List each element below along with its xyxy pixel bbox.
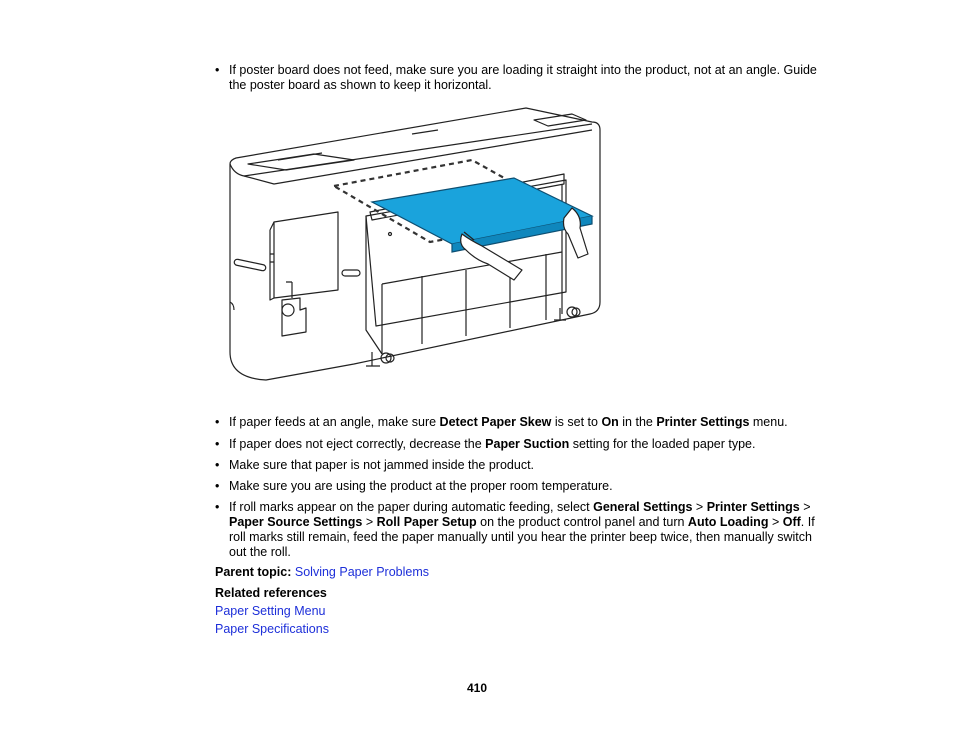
setting-name: Paper Suction xyxy=(485,437,570,451)
text-run: menu. xyxy=(749,415,788,429)
intro-bullet xyxy=(215,63,820,93)
setting-value: On xyxy=(601,415,619,429)
intro-bullet-text: If poster board does not feed, make sure you are loading it straight into the product, not at an angle. Guide the poster board as shown to keep it horizontal. xyxy=(229,63,817,92)
related-link-paper-setting-menu[interactable] xyxy=(215,604,326,619)
parent-topic xyxy=(215,565,429,580)
bullet-text: Make sure you are using the product at the proper room temperature. xyxy=(229,479,613,493)
bullet-marker: • xyxy=(215,479,220,493)
bullet-text xyxy=(229,500,820,560)
related-link[interactable]: Paper Specifications xyxy=(215,622,329,636)
menu-name: General Settings xyxy=(593,500,693,514)
page-number: 410 xyxy=(466,681,488,695)
related-link[interactable]: Paper Setting Menu xyxy=(215,604,326,618)
text-run: . If roll marks still remain, feed the paper manually until you hear the printer beep twice, then manually switch out the roll. xyxy=(229,515,815,559)
printer-loading-illustration xyxy=(226,104,606,386)
bullet-text xyxy=(229,415,820,430)
text-run: in the xyxy=(618,415,657,429)
menu-name: Printer Settings xyxy=(656,415,750,429)
menu-name: Printer Settings xyxy=(706,500,800,514)
text-run: setting for the loaded paper type. xyxy=(569,437,756,451)
bullet-marker: • xyxy=(215,63,220,77)
text-run: If paper does not eject correctly, decrease the xyxy=(229,437,486,451)
parent-topic-link[interactable]: Solving Paper Problems xyxy=(294,565,429,579)
bullet-marker: • xyxy=(215,415,220,429)
bullet-room-temperature xyxy=(215,479,820,494)
bullet-roll-marks xyxy=(215,500,820,560)
separator: > xyxy=(768,515,783,529)
bullet-paper-skew xyxy=(215,415,820,430)
separator: > xyxy=(362,515,377,529)
setting-name: Auto Loading xyxy=(687,515,769,529)
separator: > xyxy=(692,500,707,514)
text-run: is set to xyxy=(551,415,602,429)
bullet-marker: • xyxy=(215,458,220,472)
text-run: If paper feeds at an angle, make sure xyxy=(229,415,440,429)
bullet-text: Make sure that paper is not jammed inside the product. xyxy=(229,458,535,472)
separator: > xyxy=(799,500,811,514)
bullet-marker: • xyxy=(215,500,220,514)
setting-name: Detect Paper Skew xyxy=(439,415,552,429)
parent-topic-label: Parent topic: xyxy=(215,565,292,579)
text-run: If roll marks appear on the paper during automatic feeding, select xyxy=(229,500,594,514)
menu-name: Paper Source Settings xyxy=(229,515,363,529)
related-link-paper-specifications[interactable] xyxy=(215,622,329,637)
bullet-text xyxy=(229,437,820,452)
bullet-paper-jam xyxy=(215,458,820,473)
setting-value: Off xyxy=(782,515,801,529)
related-references-heading xyxy=(215,586,327,601)
related-heading-text: Related references xyxy=(215,586,327,600)
bullet-marker: • xyxy=(215,437,220,451)
menu-name: Roll Paper Setup xyxy=(376,515,477,529)
bullet-paper-suction xyxy=(215,437,820,452)
text-run: on the product control panel and turn xyxy=(476,515,688,529)
